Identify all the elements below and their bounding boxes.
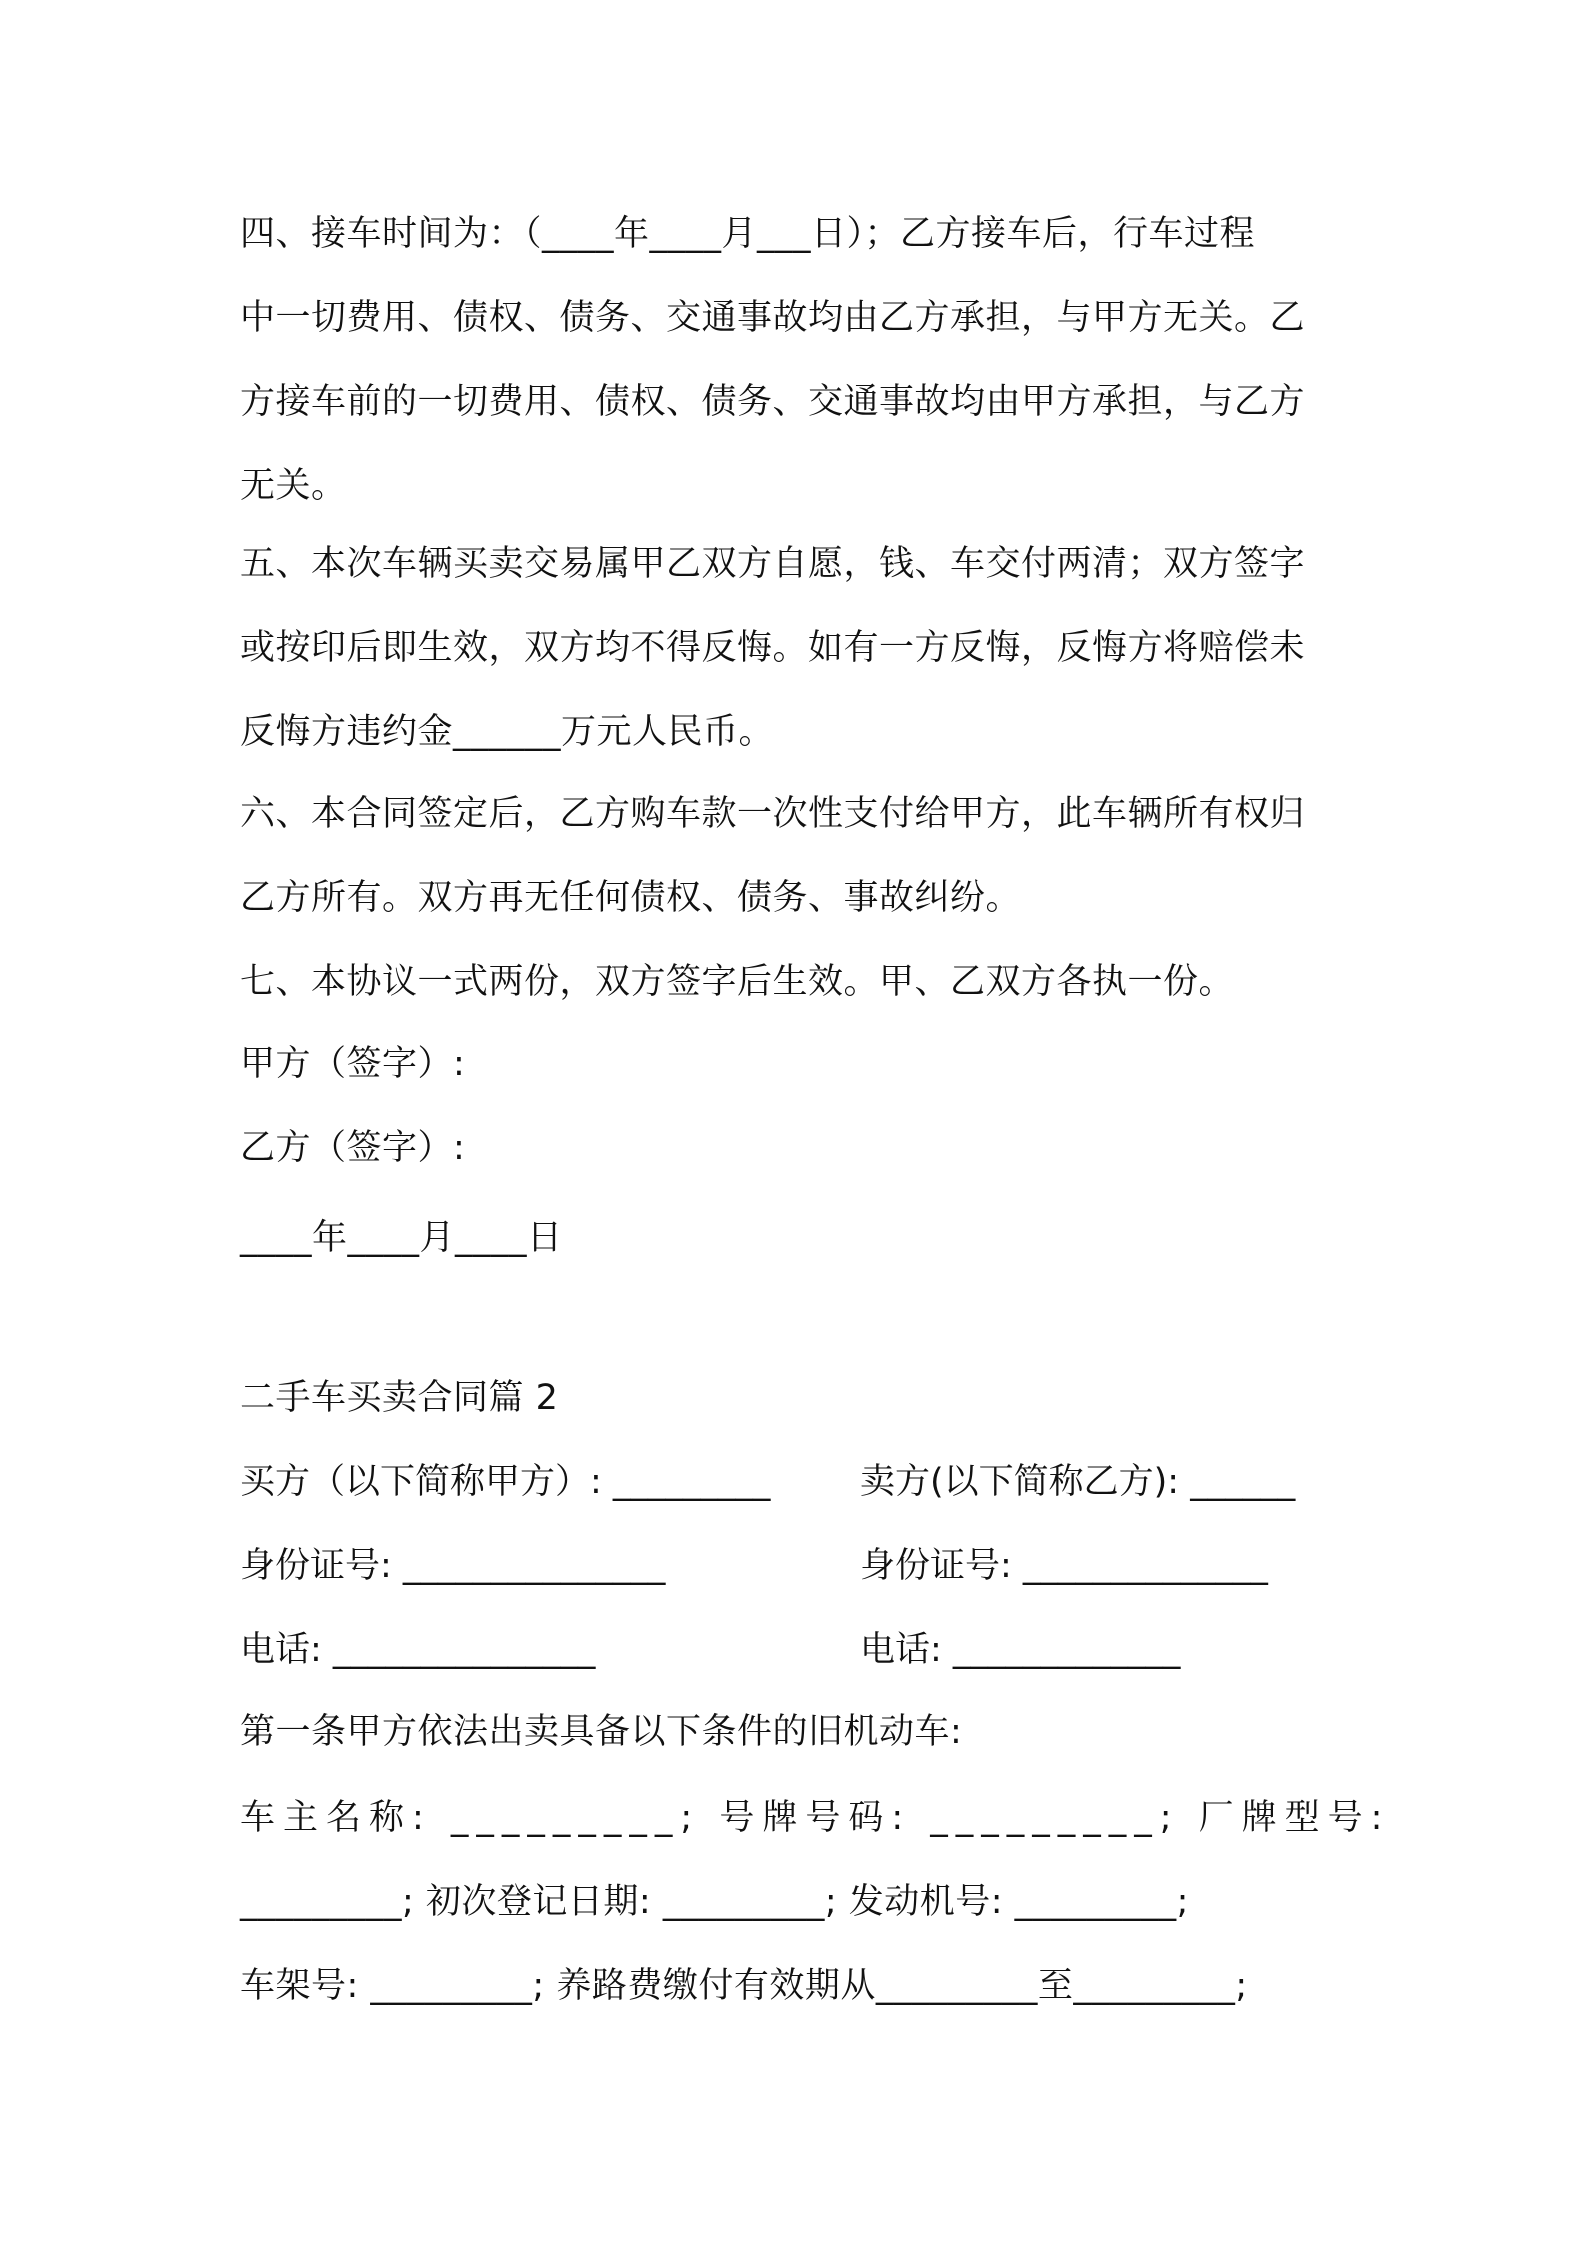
seller-phone-label: 电话: _____________: [860, 1630, 1181, 1670]
clause-5-line-2: 或按印后即生效，双方均不得反悔。如有一方反悔，反悔方将赔偿未: [240, 628, 1306, 668]
vehicle-line-1: 车主名称: _________; 号牌号码: _________; 厂牌型号:: [240, 1798, 1391, 1838]
clause-4-line-4: 无关。: [240, 466, 347, 506]
signature-date: ____年____月____日: [240, 1218, 563, 1258]
clause-6-line-2: 乙方所有。双方再无任何债权、债务、事故纠纷。: [240, 878, 1022, 918]
clause-4-line-2: 中一切费用、债权、债务、交通事故均由乙方承担，与甲方无关。乙: [240, 298, 1306, 338]
signature-party-b: 乙方（签字）:: [240, 1128, 466, 1168]
vehicle-line-2: _________; 初次登记日期: _________; 发动机号: _________;: [240, 1882, 1189, 1922]
clause-5-line-1: 五、本次车辆买卖交易属甲乙双方自愿，钱、车交付两清；双方签字: [240, 544, 1306, 584]
clause-7-line-1: 七、本协议一式两份，双方签字后生效。甲、乙双方各执一份。: [240, 962, 1235, 1002]
buyer-phone-label: 电话: _______________: [240, 1630, 596, 1670]
clause-4-line-1: 四、接车时间为：（____年____月___日）；乙方接车后，行车过程: [240, 214, 1256, 254]
seller-label: 卖方(以下简称乙方): ______: [860, 1462, 1296, 1502]
buyer-label: 买方（以下简称甲方）: _________: [240, 1462, 771, 1502]
article-1: 第一条甲方依法出卖具备以下条件的旧机动车:: [240, 1712, 963, 1752]
signature-party-a: 甲方（签字）:: [240, 1044, 466, 1084]
clause-6-line-1: 六、本合同签定后，乙方购车款一次性支付给甲方，此车辆所有权归: [240, 794, 1306, 834]
clause-5-line-3: 反悔方违约金______万元人民币。: [240, 712, 775, 752]
section-2-title: 二手车买卖合同篇 2: [240, 1378, 559, 1418]
clause-4-line-3: 方接车前的一切费用、债权、债务、交通事故均由甲方承担，与乙方: [240, 382, 1306, 422]
seller-id-label: 身份证号: ______________: [860, 1546, 1268, 1586]
buyer-id-label: 身份证号: _______________: [240, 1546, 666, 1586]
vehicle-line-3: 车架号: _________; 养路费缴付有效期从_________至_________;: [240, 1966, 1248, 2006]
